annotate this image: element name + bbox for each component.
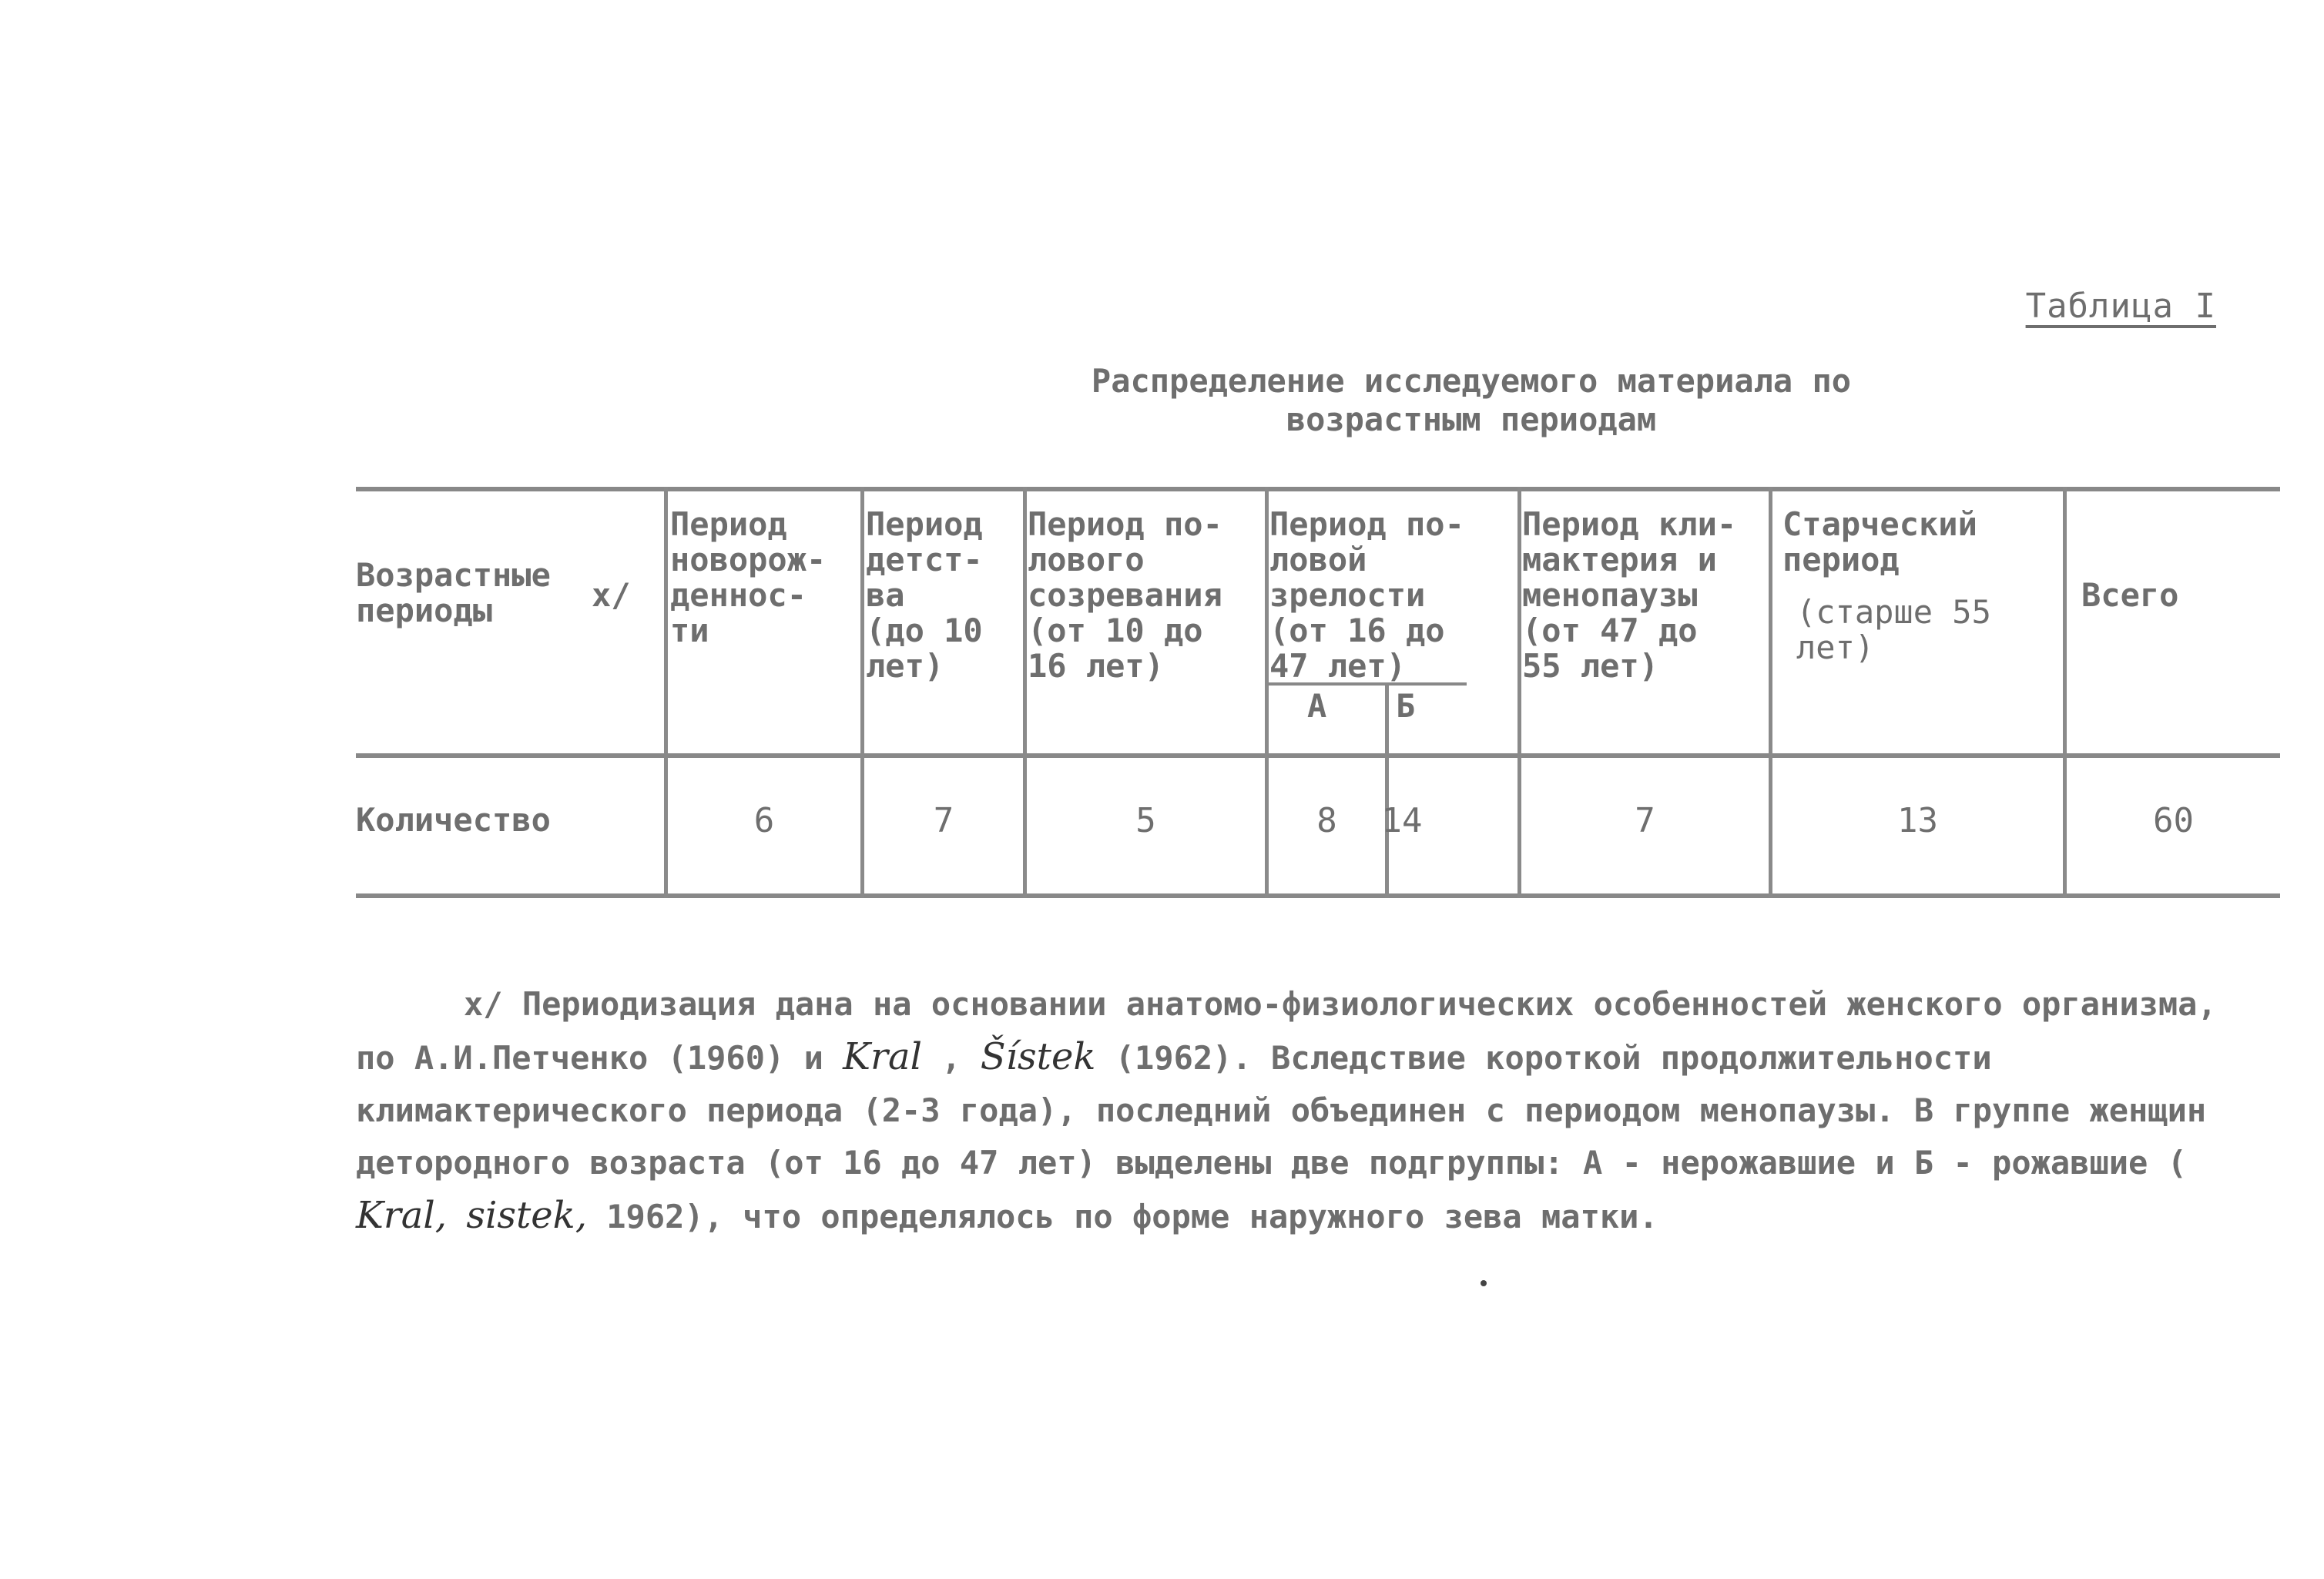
table-caption	[963, 362, 1980, 439]
table-number: Таблица I	[2025, 287, 2216, 326]
footnote-text-part-1: х/ Периодизация дана на основании анатомо-физиологических особенностей женского организма, по А.И.Петченко (1960) и	[356, 985, 2217, 1077]
row-label-quantity: Количество	[356, 801, 551, 839]
handwritten-author-kral: Kral	[843, 1035, 922, 1078]
value-maturity-b: 14	[1381, 801, 1423, 840]
header-subgroup-a: А	[1307, 687, 1327, 725]
header-maturity-period: Период по- ловой зрелости (от 16 до 47 лет)	[1269, 505, 1464, 685]
value-elderly: 13	[1897, 801, 1938, 840]
ink-speck	[1481, 1280, 1487, 1286]
footnote-text-part-3: 1962), что определялось по форме наружного зева матки.	[586, 1198, 1658, 1235]
value-maturity-a: 8	[1316, 801, 1337, 840]
footnote-paragraph	[356, 978, 2228, 1243]
header-elderly-period: Старческий период	[1782, 505, 1977, 578]
header-total: Всего	[2081, 576, 2179, 614]
header-elderly-subtitle: (старше 55 лет)	[1796, 593, 1991, 666]
header-newborn-period: Период новорож- деннос- ти	[670, 505, 827, 649]
row-header-cell: Возрастные периоды	[356, 556, 551, 629]
handwritten-author-kral-2: Kral,	[356, 1194, 448, 1237]
footnote-text-part-2: (1962). Вследствие короткой продолжительности климактерического периода (2-3 года), последний объединен с периодом менопаузы. В группе женщин детородного возраста (от 16 до 47 лет) выделены две подгруппы: А - нерожавшие и Б - рожавшие (	[356, 1039, 2207, 1182]
footnote-text	[356, 978, 2228, 1243]
table-header-rule	[356, 753, 2280, 758]
value-newborn: 6	[753, 801, 775, 840]
table-bottom-rule	[356, 893, 2280, 898]
header-childhood-period: Период детст- ва (до 10 лет)	[866, 505, 983, 685]
handwritten-author-sistek-2: sistek,	[466, 1194, 587, 1237]
header-climacteric-period: Период кли- мактерия и менопаузы (от 47 до 55 лет)	[1522, 505, 1737, 685]
header-subgroup-b: Б	[1396, 687, 1416, 725]
value-puberty: 5	[1135, 801, 1156, 840]
footnote-separator: ,	[921, 1039, 981, 1077]
age-distribution-table	[356, 487, 2280, 901]
caption-line-1: Распределение исследуемого материала по	[1091, 362, 1852, 400]
header-puberty-period: Период по- лового созревания (от 10 до 16 лет)	[1028, 505, 1222, 685]
value-climacteric: 7	[1635, 801, 1655, 840]
value-total: 60	[2153, 801, 2194, 840]
caption-line-2: возрастным периодам	[1286, 401, 1657, 438]
value-childhood: 7	[933, 801, 954, 840]
table-top-rule	[356, 487, 2280, 491]
footnote-mark: x/	[592, 576, 631, 614]
handwritten-author-sistek: Šístek	[980, 1035, 1096, 1078]
subcol-divider	[1385, 686, 1389, 898]
